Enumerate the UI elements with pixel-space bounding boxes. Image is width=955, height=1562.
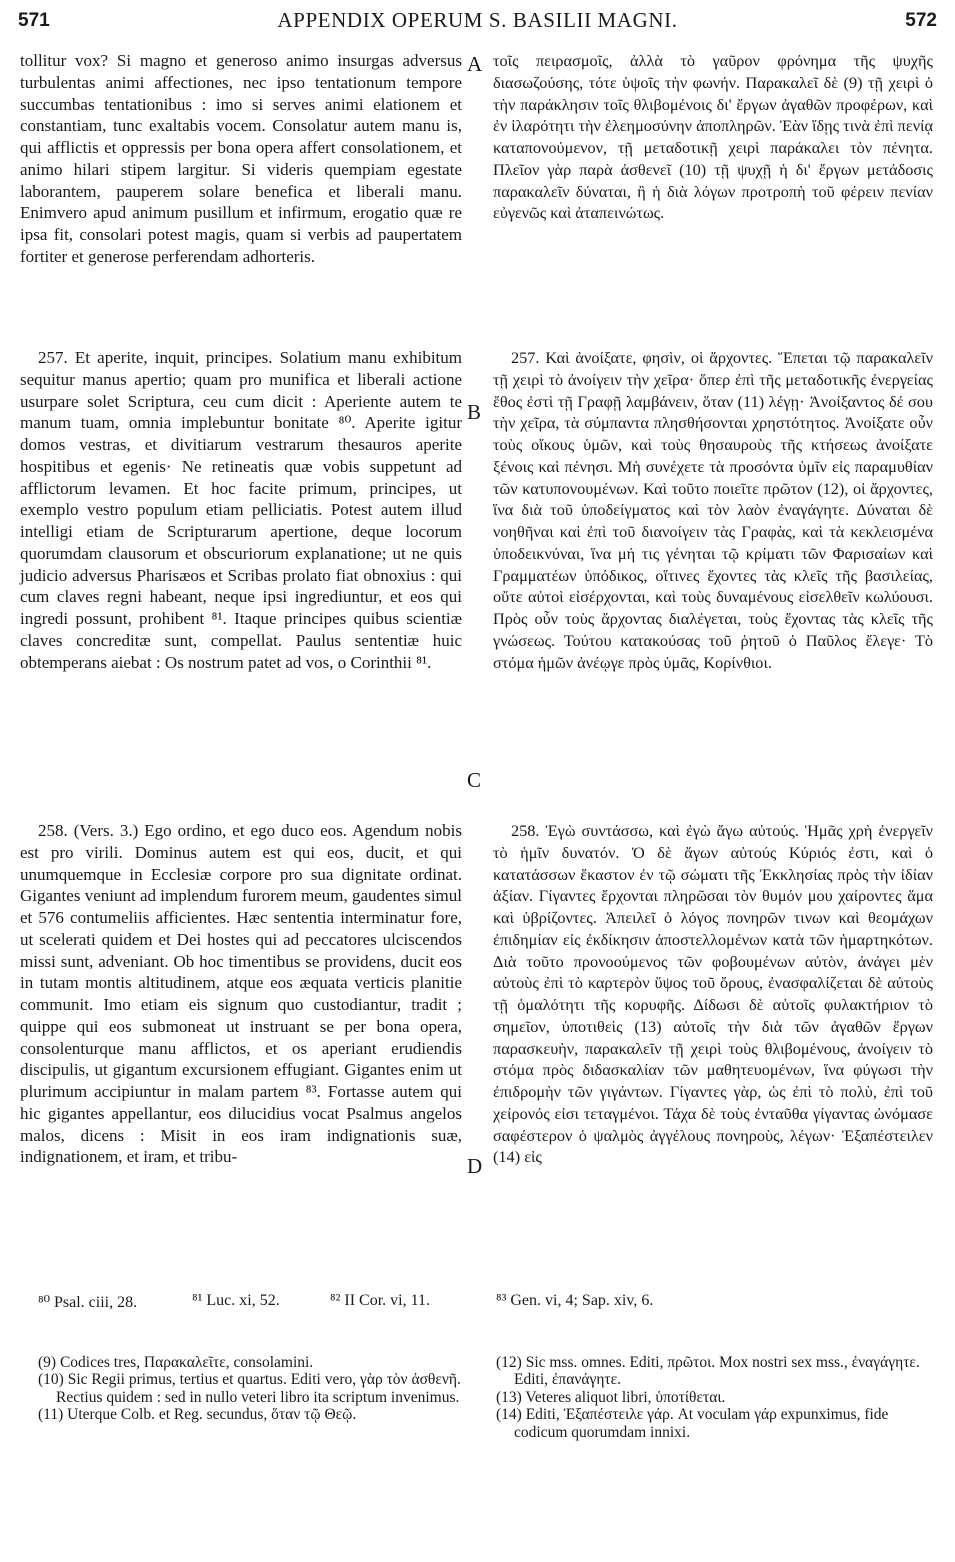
greek-column-section-2 xyxy=(493,347,933,673)
page-number-left: 571 xyxy=(18,10,50,31)
note-13: (13) Veteres aliquot libri, ὑποτίθεται. xyxy=(496,1388,726,1406)
scripture-ref-81: ⁸¹ Luc. xi, 52. xyxy=(192,1292,280,1309)
margin-marker-d: D xyxy=(467,1154,483,1178)
margin-marker-c: C xyxy=(467,768,482,792)
latin-paragraph-258: 258. (Vers. 3.) Ego ordino, et ego duco eos. Agendum nobis est pro virili. Dominus autem est qui eos, ducit, et qui unumquemque in Ecclesiæ corpore pro sua dignitate ordinat. Gigantes veniunt ad implendum furorem meum, gaudentes simul et 576 contumeliis afficientes. Hæc sententia interminatur fore, ut scelerati quidem et Dei hostes qui ad peccatores ulciscendos missi sunt, adveniant. Ob hoc timentibus se providens, ducit eos in tutam montis altitudinem, atque eos æquata verticis planitie communit. Imo etiam eis signum quo custodiantur, tradit ; quippe qui eos submoneat ut instruant se per bona opera, consolenturque manu afflictos, et os aperiant erudiendis discipulis, ut gigantum excursionem effugiant. Gigantes enim ut plurimum accipiuntur in malam partem ⁸³. Fortasse autem qui hic gigantes appellantur, eos dilucidius vocat Psalmus angelos malos, dicens : Misit in eos iram indignationis suæ, indignationem, et iram, et tribu- xyxy=(20,821,462,1167)
greek-column-section-1 xyxy=(493,50,933,224)
page-number-right: 572 xyxy=(905,10,937,31)
latin-paragraph-257: 257. Et aperite, inquit, principes. Solatium manu exhibitum sequitur manus apertio; quam pro munifica et liberali actione usurpare solet Scriptura, ceu cum dicit : Aperiente autem te manum tuam, omnia implebuntur bonitate ⁸⁰. Aperite igitur domos vestras, et divitiarum vestrarum thesauros aperite hospitibus et egenis· Ne retineatis quæ vobis suppetunt ad afflictorum levamen. Et hoc facite primum, principes, ut exemplo vestro populum etiam pelliciatis. Potest autem illud intelligi etiam de Scripturarum apertione, deque locorum quorumdam clausorum et obscuriorum explanatione; ut ne quis judicio adversus Pharisæos et Scribas prolato fiat obnoxius : qui cum claves regni habeant, neque ipsi ingrediuntur, et eos qui ingredi possunt, prohibent ⁸¹. Itaque principes quibus scientiæ claves concreditæ sunt, compellat. Paulus sententiæ huic obtemperans aiebat : Os nostrum patet ad vos, o Corinthii ⁸¹. xyxy=(20,348,462,672)
greek-column-section-3 xyxy=(493,820,933,1168)
scripture-ref-83: ⁸³ Gen. vi, 4; Sap. xiv, 6. xyxy=(496,1292,654,1309)
critical-notes-right xyxy=(496,1354,933,1441)
note-11: (11) Uterque Colb. et Reg. secundus, ὅταν τῷ Θεῷ. xyxy=(38,1406,357,1424)
note-14: (14) Editi, Ἐξαπέστειλε γάρ. At voculam γάρ expunximus, fide codicum quorumdam innixi. xyxy=(496,1406,889,1441)
scripture-ref-80: ⁸⁰ Psal. ciii, 28. xyxy=(38,1294,138,1311)
greek-paragraph-258: 258. Ἐγὼ συντάσσω, καὶ ἐγὼ ἄγω αὐτούς. Ἡμᾶς χρὴ ἐνεργεῖν τὸ ἡμῖν δυνατόν. Ὁ δὲ ἄγων αὐτούς Κύριός ἐστι, καὶ ὁ κατατάσσων ἕκαστον ἐν τῷ σώματι τῆς Ἐκκλησίας πρὸς τὴν ἰδίαν ἀξίαν. Γίγαντες ἔρχονται πληρῶσαι τὸν θυμόν μου χαίροντες ἅμα καὶ ὑβρίζοντες. Ἀπειλεῖ ὁ λόγος πονηρῶν τινων καὶ θεομάχων ἐπιδημίαν εἰς ἐκδίκησιν ἀποστελλομένων κατὰ τῶν ἡμαρτηκότων. Διὰ τοῦτο προνοούμενος τῶν φοβουμένων αὐτὸν, ἀνάγει μὲν αὐτοὺς ἐπὶ τὸ καρτερὸν ὕψος τοῦ ὄρους, ἐνασφαλίζεται δὲ αὐτοὺς τῇ ὁμαλότητι τῆς κορυφῆς. Δίδωσι δὲ αὐτοῖς φυλακτήριον τὸ σημεῖον, ὑποτιθεὶς (13) αὐτοῖς τὴν διὰ τῶν ἀγαθῶν ἔργων παρασκευὴν, παρακαλεῖν τῇ χειρὶ τοὺς θλιβομένους, ἀνοίγειν τὸ στόμα πρὸς διδασκαλίαν τῶν μαθητευομένων, ἵνα φύγωσι τὴν ἐπιδρομὴν τῶν γιγάντων. Γίγαντες γὰρ, ὡς ἐπὶ τὸ πολὺ, ἐπὶ τοῦ χείρονός εἰσι τεταγμένοι. Τάχα δὲ τοὺς ἐνταῦθα γίγαντας ὠνόμασε σαφέστερον ὁ ψαλμὸς ἀγγέλους πονηροὺς, λέγων· Ἐξαπέστειλεν (14) εἰς xyxy=(493,821,933,1167)
critical-notes-left xyxy=(38,1354,468,1424)
note-12: (12) Sic mss. omnes. Editi, πρῶτοι. Mox nostri sex mss., ἐναγάγητε. Editi, ἐπανάγητε. xyxy=(496,1354,920,1389)
margin-marker-a: A xyxy=(467,52,483,76)
greek-paragraph: τοῖς πειρασμοῖς, ἀλλὰ τὸ γαῦρον φρόνημα τῆς ψυχῆς διασωζούσης, τότε ὑψοῖς τὴν φωνήν. Παρακαλεῖ δὲ (9) τῇ χειρὶ ὁ τὴν παράκλησιν τοῖς θλιβομένοις δι' ἔργων ἀγαθῶν προφέρων, καὶ ἐν ἱλαρότητι τὴν ἐλεημοσύνην ἀποπληρῶν. Ἐὰν ἴδῃς τινὰ ἐπὶ πενίᾳ καταπονούμενον, τῇ μεταδοτικῇ χειρὶ παράκαλει τὸν πένητα. Πλεῖον γὰρ παρὰ ἀσθενεῖ (10) τῇ ψυχῇ ἡ δι' ἔργων μετάδοσις παρακαλεῖν δύναται, ἢ ἡ διὰ λόγων προτροπὴ τοῦ φέρειν πενίαν εὐγενῶς καὶ ἀταπεινώτως. xyxy=(493,51,933,223)
latin-column-section-1 xyxy=(20,50,462,268)
note-9: (9) Codices tres, Παρακαλεῖτε, consolamini. xyxy=(38,1354,314,1371)
margin-marker-b: B xyxy=(467,400,482,424)
note-10: (10) Sic Regii primus, tertius et quartus. Editi vero, γὰρ τὸν ἀσθενῆ. Rectius quidem : sed in nullo veteri libro ita scriptum invenimus. xyxy=(38,1371,461,1406)
running-title: APPENDIX OPERUM S. BASILII MAGNI. xyxy=(277,8,678,32)
running-header xyxy=(18,8,937,42)
latin-column-section-3 xyxy=(20,820,462,1168)
latin-column-section-2 xyxy=(20,347,462,673)
latin-paragraph: tollitur vox? Si magno et generoso animo insurgas adversus turbulentas animi affectiones, nec ipso tentationum tempore succumbas tentationibus : imo si serves animi elationem et constantiam, tunc exaltabis vocem. Consolatur autem manu is, qui afflictis et oppressis per bona opera affert consolationem, et animo hilari stipem largitur. Si videris quempiam egestate laborantem, pauperem solare benefica et liberali manu. Enimvero apud animum pusillum et infirmum, erogatio quæ re ipsa fit, consolari potest magis, quam si verbis ad paupertatem fortiter et generose perferendam adhorteris. xyxy=(20,51,462,266)
greek-paragraph-257: 257. Καὶ ἀνοίξατε, φησὶν, οἱ ἄρχοντες. Ἕπεται τῷ παρακαλεῖν τῇ χειρὶ τὸ ἀνοίγειν τὴν χεῖρα· ὅπερ ἐπὶ τῆς μεταδοτικῆς ἐνεργείας ἔθος ἐστὶ τῇ Γραφῇ λαμβάνειν, ὅταν (11) λέγῃ· Ἀνοίξαντος δέ σου τὴν χεῖρα, τὰ σύμπαντα πλησθήσονται χρηστότητος. Ἀνοίξατε οὖν τοὺς οἴκους ὑμῶν, καὶ τοὺς θησαυροὺς τῆς κτήσεως ἀνοίξατε ξένοις καὶ πένησι. Μὴ συνέχετε τὰ προσόντα ὑμῖν εἰς παραμυθίαν τῶν κατυπονουμένων. Καὶ τοῦτο ποιεῖτε πρῶτον (12), οἱ ἄρχοντες, ἵνα διὰ τοῦ ὑποδείγματος καὶ τὸν λαὸν ἐναγάγητε. Δύναται δὲ νοηθῆναι καὶ ἐπὶ τοῦ διανοίγειν τὰς Γραφὰς, καὶ τὰ κεκλεισμένα ὑποδεικνύναι, ἵνα μή τις γένηται τῷ κρίματι τῶν Φαρισαίων καὶ Γραμματέων ὑπόδικος, οἵτινες ἔχοντες τὰς κλεῖς τῆς βασιλείας, οὔτε αὐτοὶ εἰσέρχονται, καὶ τοὺς δυναμένους εἰσελθεῖν κωλύουσι. Πρὸς οὖν τοὺς ἄρχοντας διαλέγεται, τοὺς ἔχοντας τὰς κλεῖς τῆς γνώσεως. Τούτου κατακούσας τοῦ ῥητοῦ ὁ Παῦλος ἔλεγε· Τὸ στόμα ἡμῶν ἀνέῳγε πρὸς ὑμᾶς, Κορίνθιοι. xyxy=(493,348,933,672)
scripture-ref-82: ⁸² II Cor. vi, 11. xyxy=(330,1292,430,1309)
